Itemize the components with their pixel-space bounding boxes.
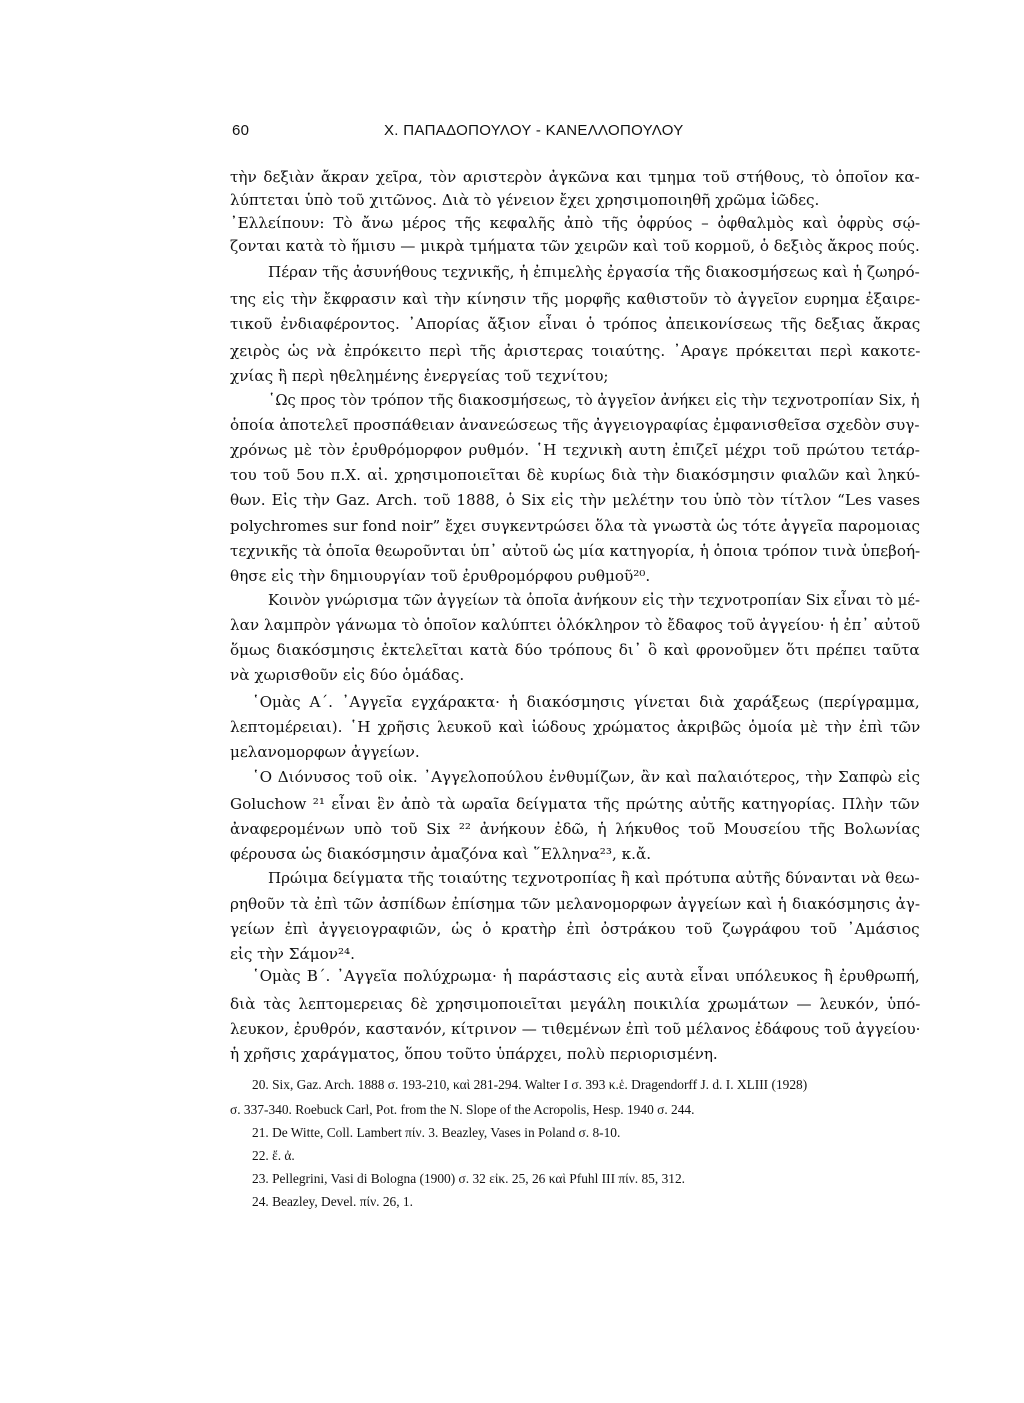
- footnote-line: 24. Beazley, Devel. πίν. 26, 1.: [252, 1194, 413, 1209]
- body-line: λύπτεται ὑπὸ τοῦ χιτῶνος. Διὰ τὸ γένειον ἔχει χρησιμοποιηθῆ χρῶμα ἰῶδες.: [230, 191, 820, 209]
- page-number: 60: [232, 122, 250, 139]
- body-line: της εἰς τὴν ἔκφρασιν καὶ τὴν κίνησιν τῆς μορφῆς καθιστοῦν τὸ ἀγγεῖον ευρημα ἐξαιρε-: [230, 290, 921, 308]
- body-line: Κοινὸν γνώρισμα τῶν ἀγγείων τὰ ὁποῖα ἀνήκουν εἰς τὴν τεχνοτροπίαν Six εἶναι τὸ μέ-: [268, 591, 920, 609]
- body-line: φέρουσα ὡς διακόσμησιν ἀμαζόνα καὶ ῞Ελληνα²³, κ.ἄ.: [230, 845, 652, 863]
- body-line: θησε εἰς τὴν δημιουργίαν τοῦ ἐρυθρομόρφου ρυθμοῦ²⁰.: [230, 567, 651, 585]
- body-line: ὅμως διακόσμησις ἐκτελεῖται κατὰ δύο τρόπους δι᾿ ὃ καὶ φρονοῦμεν ὅτι πρέπει ταῦτα: [230, 641, 920, 659]
- body-line: γείων ἐπὶ ἀγγειογραφιῶν, ὡς ὁ κρατὴρ ἐπὶ ὀστράκου τοῦ ζωγράφου τοῦ ᾿Αμάσιος: [230, 920, 920, 938]
- body-line: χειρὸς ὡς νὰ ἐπρόκειτο περὶ τῆς ἀριστερας τοιαύτης. ᾿Αραγε πρόκειται περὶ κακοτε-: [230, 342, 921, 360]
- body-line: polychromes sur fond noir” ἔχει συγκεντρώσει ὅλα τὰ γνωστὰ ὡς τότε ἀγγεῖα παρομοιας: [230, 517, 921, 535]
- body-line: τὴν δεξιὰν ἄκραν χεῖρα, τὸν αριστερὸν ἀγκῶνα και τμημα τοῦ στήθους, τὸ ὁποῖον κα-: [230, 168, 920, 186]
- body-line: ἡ χρῆσις χαράγματος, ὅπου τοῦτο ὑπάρχει, πολὺ περιορισμένη.: [230, 1045, 718, 1063]
- footnote-line: σ. 337-340. Roebuck Carl, Pot. from the N. Slope of the Acropolis, Hesp. 1940 σ. 244.: [230, 1102, 695, 1117]
- body-line: λαν λαμπρὸν γάνωμα τὸ ὁποῖον καλύπτει ὁλόκληρον τὸ ἔδαφος τοῦ ἀγγείου· ἡ ἐπ᾿ αὐτοῦ: [230, 616, 921, 634]
- body-line: μελανομορφων ἀγγείων.: [230, 743, 420, 761]
- body-line: τεχνικῆς τὰ ὁποῖα θεωροῦνται ὑπ᾿ αὐτοῦ ὡς μία κατηγορία, ἡ ὁποια τρόπον τινὰ ὑπεβοή-: [230, 542, 921, 560]
- body-line: ὁποία ἀποτελεῖ προσπάθειαν ἀνανεώσεως τῆς ἀγγειογραφίας ἐμφανισθεῖσα σχεδὸν συγ-: [230, 416, 920, 434]
- footnote-line: 23. Pellegrini, Vasi di Bologna (1900) σ. 32 εἰκ. 25, 26 καὶ Pfuhl III πίν. 85, 312.: [252, 1171, 686, 1186]
- body-line: του τοῦ 5ου π.Χ. αἰ. χρησιμοποιεῖται δὲ κυρίως διὰ τὴν διακόσμησιν φιαλῶν καὶ ληκύ-: [230, 466, 921, 484]
- body-line: χνίας ἢ περὶ ηθελημένης ἐνεργείας τοῦ τεχνίτου;: [230, 367, 609, 385]
- body-line: Πρώιμα δείγματα τῆς τοιαύτης τεχνοτροπίας ἢ καὶ πρότυπα αὐτῆς δύνανται νὰ θεω-: [268, 869, 920, 887]
- body-line: Πέραν τῆς ἀσυνήθους τεχνικῆς, ἡ ἐπιμελὴς ἐργασία τῆς διακοσμήσεως καὶ ἡ ζωηρό-: [268, 263, 920, 281]
- body-line: ρηθοῦν τὰ ἐπὶ τῶν ἀσπίδων ἐπίσημα τῶν μελανομορφων ἀγγείων καὶ ἡ διακόσμησις ἀγ-: [230, 895, 920, 913]
- body-line: ζονται κατὰ τὸ ἥμισυ — μικρὰ τμήματα τῶν χειρῶν καὶ τοῦ κορμοῦ, ὁ δεξιὸς ἄκρος πούς.: [230, 237, 920, 255]
- body-line: ῾Ομὰς Β΄. ᾿Αγγεῖα πολύχρωμα· ἡ παράστασις εἰς αυτὰ εἶναι υπόλευκος ἢ ἐρυθρωπή,: [252, 967, 920, 985]
- page-header: [232, 122, 932, 146]
- footnote-line: 21. De Witte, Coll. Lambert πίν. 3. Beazley, Vases in Poland σ. 8-10.: [252, 1125, 621, 1140]
- body-line: ἀναφερομένων υπὸ τοῦ Six ²² ἀνήκουν ἐδῶ, ἡ λήκυθος τοῦ Μουσείου τῆς Βολωνίας: [230, 820, 921, 838]
- body-line: λεπτομέρειαι). ῾Η χρῆσις λευκοῦ καὶ ἰώδους χρώματος ἀκριβῶς ὁμοία μὲ τὴν ἐπὶ τῶν: [230, 718, 921, 736]
- footnote-line: 22. ἔ. ἀ.: [252, 1148, 295, 1163]
- body-line: εἰς τὴν Σάμον²⁴.: [230, 945, 355, 963]
- body-line: λευκον, ἐρυθρόν, καστανόν, κίτρινον — τιθεμένων ἐπὶ τοῦ μέλανος ἐδάφους τοῦ ἀγγείου·: [230, 1020, 921, 1038]
- body-line: διὰ τὰς λεπτομερειας δὲ χρησιμοποιεῖται μεγάλη ποικιλία χρωμάτων — λευκόν, ὑπό-: [230, 995, 921, 1013]
- running-head: Χ. ΠΑΠΑΔΟΠΟΥΛΟΥ - ΚΑΝΕΛΛΟΠΟΥΛΟΥ: [384, 122, 684, 139]
- body-line: θων. Εἰς τὴν Gaz. Arch. τοῦ 1888, ὁ Six εἰς τὴν μελέτην του ὑπὸ τὸν τίτλον “Les vases: [230, 491, 921, 509]
- body-line: νὰ χωρισθοῦν εἰς δύο ὁμάδας.: [230, 666, 465, 684]
- body-line: Goluchow ²¹ εἶναι ἓν ἀπὸ τὰ ωραῖα δείγματα τῆς πρώτης αὐτῆς κατηγορίας. Πλὴν τῶν: [230, 795, 920, 813]
- body-line: ῾Ο Διόνυσος τοῦ οἰκ. ᾿Αγγελοπούλου ἐνθυμίζων, ἂν καὶ παλαιότερος, τὴν Σαπφὼ εἰς: [252, 768, 921, 786]
- body-line: τικοῦ ἐνδιαφέροντος. ᾿Απορίας ἄξιον εἶναι ὁ τρόπος ἀπεικονίσεως τῆς δεξιας ἄκρας: [230, 315, 921, 333]
- body-line: χρόνως μὲ τὸν ἐρυθρόμορφον ρυθμόν. ῾Η τεχνικὴ αυτη ἐπιζεῖ μέχρι τοῦ πρώτου τετάρ-: [230, 441, 920, 459]
- body-line: ῾Ως προς τὸν τρόπον τῆς διακοσμήσεως, τὸ ἀγγεῖον ἀνήκει εἰς τὴν τεχνοτροπίαν Six, ἡ: [268, 391, 920, 409]
- footnote-line: 20. Six, Gaz. Arch. 1888 σ. 193-210, καὶ 281-294. Walter I σ. 393 κ.ἑ. Dragendorff J. d. I. XLIII (1928): [252, 1077, 808, 1092]
- body-line: ῾Ομὰς Α΄. ᾿Αγγεῖα εγχάρακτα· ἡ διακόσμησις γίνεται διὰ χαράξεως (περίγραμμα,: [252, 693, 920, 711]
- body-line: ᾿Ελλείπουν: Τὸ ἄνω μέρος τῆς κεφαλῆς ἀπὸ τῆς ὀφρύος – ὀφθαλμὸς καὶ ὀφρὺς σῴ-: [230, 214, 921, 232]
